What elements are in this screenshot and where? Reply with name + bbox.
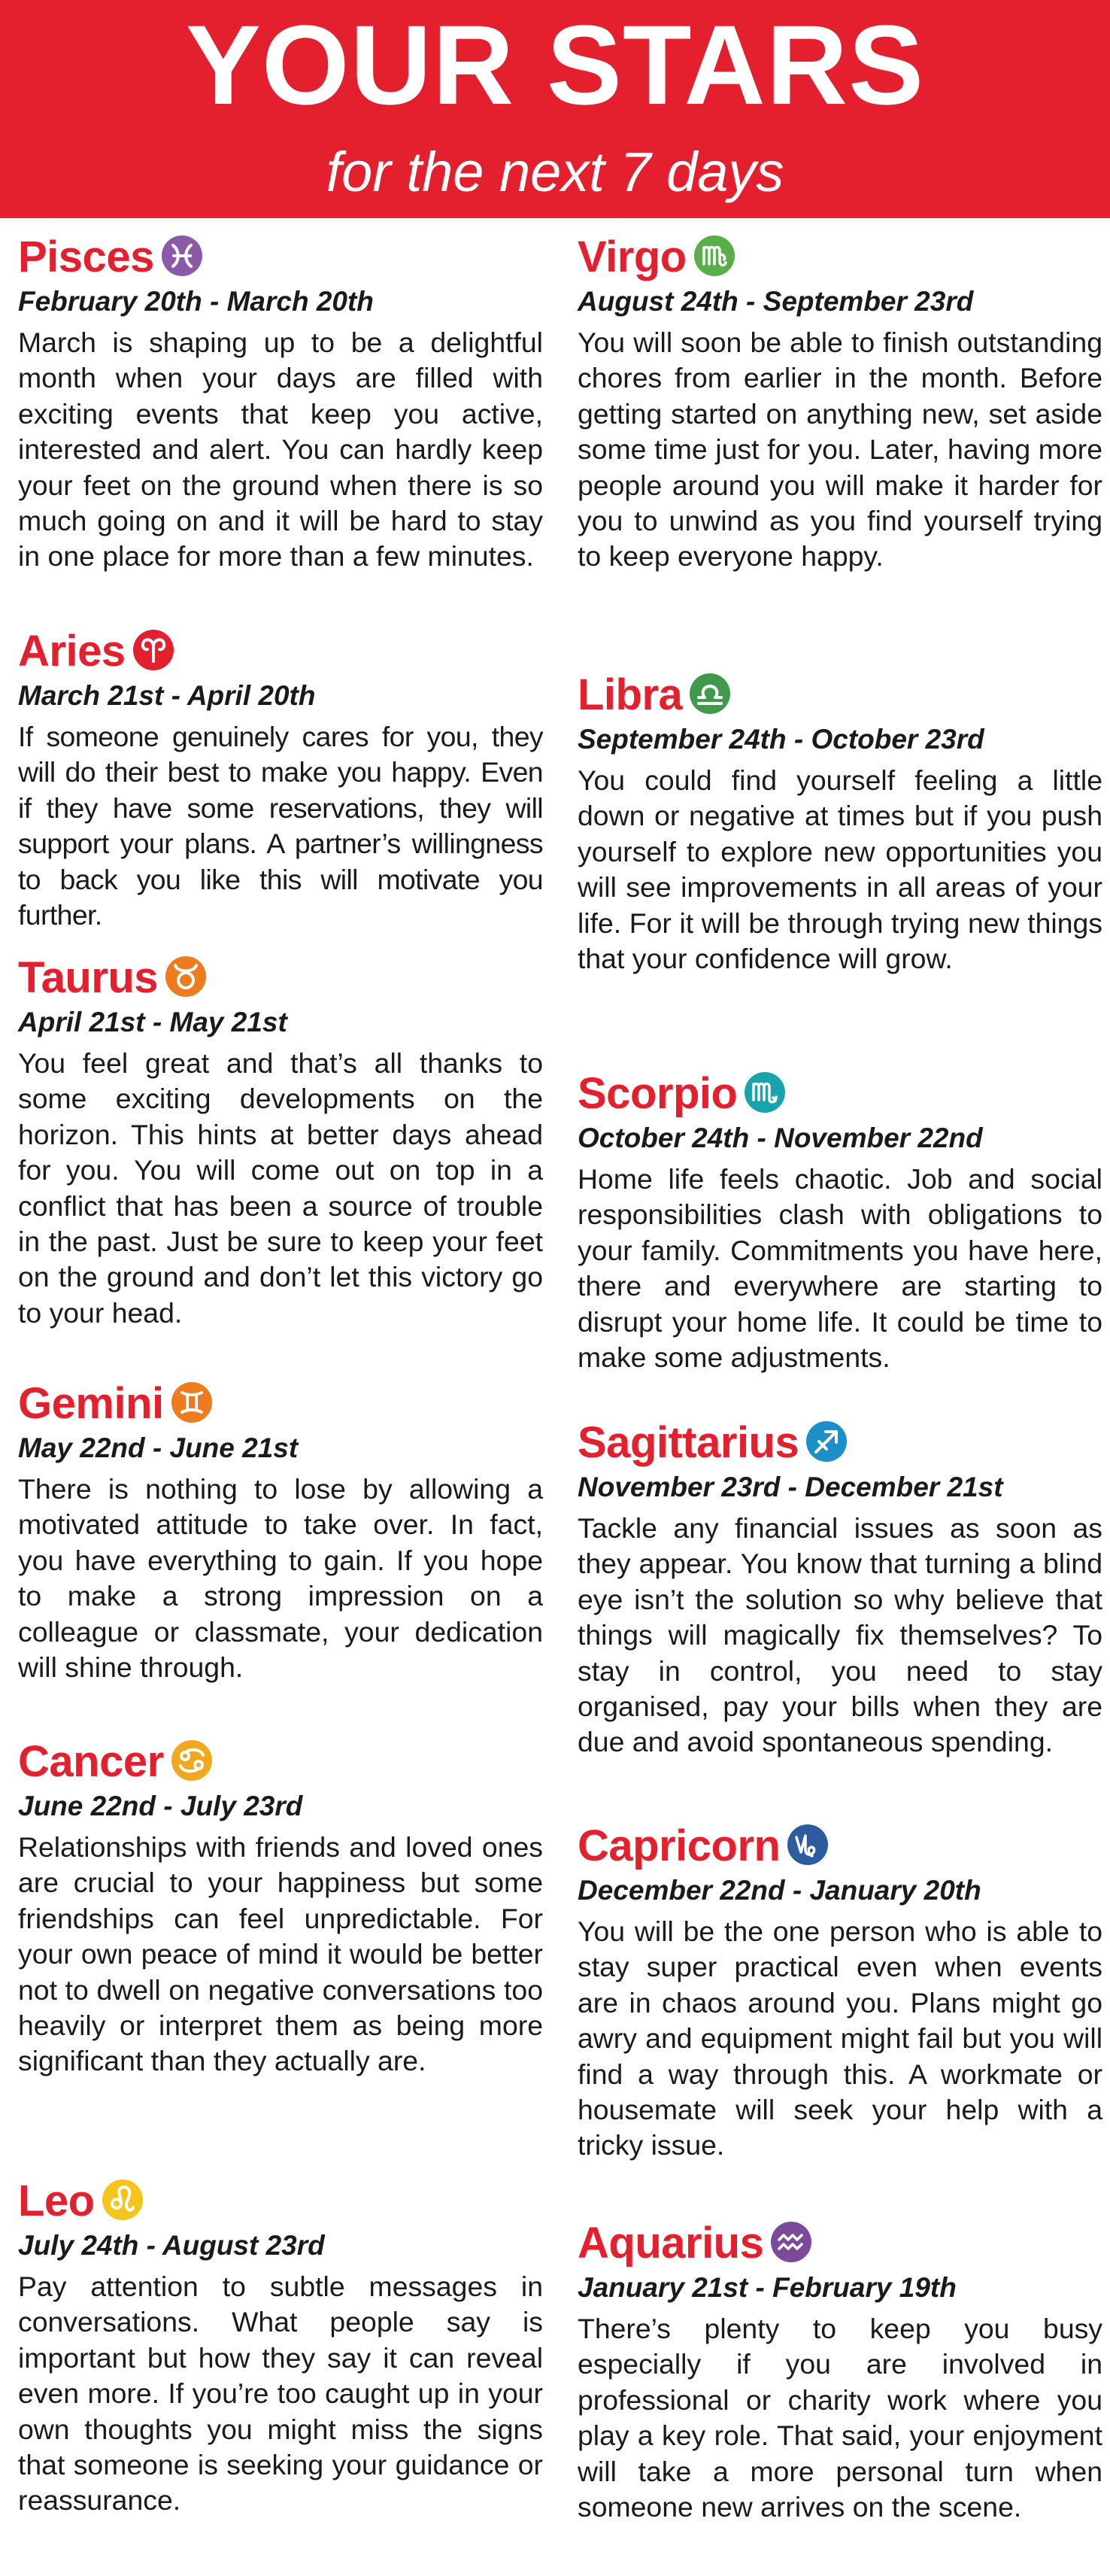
sign-libra (578, 656, 1102, 977)
sign-dates: July 24th - August 23rd (18, 2230, 325, 2261)
pisces-icon (162, 235, 202, 276)
sign-dates: June 22nd - July 23rd (18, 1791, 303, 1821)
sign-horoscope: Tackle any financial issues as soon as they appear. You know that turning a blind eye isn’t the solution so why believe that things will magically fix themselves? To stay in control, you need to stay organised, pay your bills when they are due and avoid spontaneous spending. (578, 1512, 1102, 1758)
sign-name: Taurus (18, 953, 159, 1002)
sign-dates: March 21st - April 20th (18, 680, 316, 711)
sign-dates: December 22nd - January 20th (578, 1875, 981, 1906)
sign-leo (18, 2162, 543, 2519)
sign-name: Capricorn (578, 1821, 781, 1870)
scorpio-icon (745, 1072, 785, 1113)
sign-gemini (18, 1365, 543, 1685)
sign-name: Aries (18, 627, 126, 676)
sign-horoscope: Home life feels chaotic. Job and social responsibilities clash with obligations to your family. Commitments you have here, there and everywhere are starting to disrupt your home life. It could be time to make some adjustments. (578, 1163, 1102, 1374)
sign-taurus (18, 939, 543, 1331)
sign-dates: November 23rd - December 21st (578, 1472, 1003, 1502)
sign-horoscope: You will soon be able to finish outstanding chores from earlier in the month. Before getting started on anything new, set aside some time just for you. Later, having more people around you will make it harder for you to unwind as you find yourself trying to keep everyone happy. (578, 327, 1102, 573)
sign-horoscope: You will be the one person who is able to stay super practical even when events are in chaos around you. Plans might go awry and equipment might fail but you will find a way through this. A workmate or housemate will seek your help with a tricky issue. (578, 1915, 1102, 2161)
libra-icon (690, 673, 730, 714)
sign-sagittarius (578, 1404, 1102, 1760)
sign-name: Virgo (578, 232, 687, 281)
sign-horoscope: There’s plenty to keep you busy especially if you are involved in professional or charity work where you play a key role. That said, your enjoyment will take a more personal turn when someone new arrives on the scene. (578, 2313, 1102, 2523)
sign-horoscope: Pay attention to subtle messages in conversations. What people say is important but how they say it can reveal even more. If you’re too caught up in your own thoughts you might miss the signs that someone is seeking your guidance or reassurance. (18, 2271, 543, 2517)
taurus-icon (165, 956, 206, 997)
sign-cancer (18, 1723, 543, 2079)
leo-icon (102, 2180, 143, 2220)
sign-horoscope: Relationships with friends and loved ones are crucial to your happiness but some friendships can feel unpredictable. For your own peace of mind it would be better not to dwell on negative conversations too heavily or interpret them as being more significant than they actually are. (18, 1831, 543, 2077)
sign-horoscope: You feel great and that’s all thanks to some exciting developments on the horizon. This hints at better days ahead for you. You will come out on top in a conflict that has been a source of trouble in the past. Just be sure to keep your feet on the ground and don’t let this victory go to your head. (18, 1047, 543, 1329)
sign-capricorn (578, 1807, 1102, 2164)
cancer-icon (171, 1740, 212, 1781)
page-subtitle: for the next 7 days (326, 141, 784, 203)
sign-name: Scorpio (578, 1069, 738, 1118)
sign-pisces (18, 218, 543, 575)
virgo-icon (694, 235, 735, 276)
aries-icon (133, 630, 174, 670)
sign-name: Leo (18, 2177, 95, 2225)
sign-dates: August 24th - September 23rd (578, 286, 974, 317)
page-title: YOUR STARS (185, 2, 925, 128)
sagittarius-icon (806, 1421, 847, 1462)
sign-name: Pisces (18, 232, 154, 281)
sign-horoscope: March is shaping up to be a delightful month when your days are filled with exciting events that keep you active, interested and alert. You can hardly keep your feet on the ground when there is so much going on and it will be hard to stay in one place for more than a few minutes. (18, 327, 543, 573)
sign-dates: October 24th - November 22nd (578, 1122, 983, 1153)
sign-horoscope: There is nothing to lose by allowing a motivated attitude to take over. In fact, you have everything to gain. If you hope to make a strong impression on a colleague or classmate, your dedication will shine through. (18, 1473, 543, 1684)
sign-dates: April 21st - May 21st (18, 1007, 287, 1037)
header-banner (0, 0, 1110, 218)
gemini-icon (171, 1382, 212, 1423)
sign-aquarius (578, 2204, 1102, 2525)
sign-dates: February 20th - March 20th (18, 286, 374, 317)
sign-name: Sagittarius (578, 1418, 799, 1467)
sign-dates: May 22nd - June 21st (18, 1432, 299, 1463)
sign-name: Aquarius (578, 2219, 764, 2268)
sign-aries (18, 612, 543, 933)
sign-virgo (578, 218, 1102, 575)
sign-scorpio (578, 1055, 1102, 1375)
aquarius-icon (771, 2222, 811, 2262)
sign-horoscope: You could find yourself feeling a little down or negative at times but if you push yourself to explore new opportunities you will see improvements in all areas of your life. For it will be through trying new things that your confidence will grow. (578, 764, 1102, 975)
sign-horoscope: If someone genuinely cares for you, they will do their best to make you happy. Even if they have some reservations, they will support your plans. A partner’s willingness to back you like this will motivate you further. (18, 721, 543, 931)
capricorn-icon (787, 1824, 828, 1865)
sign-name: Cancer (18, 1737, 164, 1786)
sign-dates: September 24th - October 23rd (578, 724, 984, 755)
sign-dates: January 21st - February 19th (578, 2272, 957, 2303)
sign-name: Gemini (18, 1379, 164, 1428)
sign-name: Libra (578, 670, 683, 719)
